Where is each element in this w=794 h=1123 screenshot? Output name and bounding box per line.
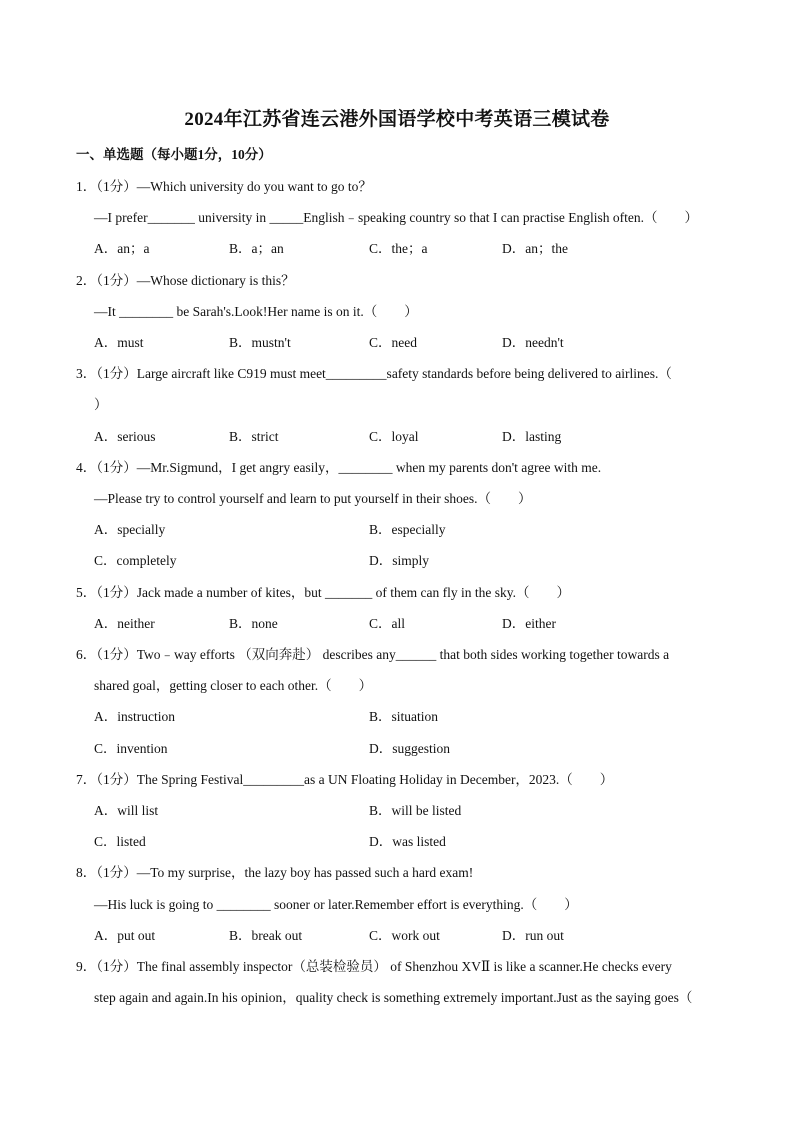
question-7-stem: 7．（1分）The Spring Festival_________as a UN Floating Holiday in December，2023.（ ） [76,772,614,787]
question-3-option-c: C．loyal [369,429,419,444]
question-4-option-a: A．specially [94,522,166,537]
question-1-line2: —I prefer_______ university in _____English﹣speaking country so that I can practise English often.（ ） [94,210,699,225]
question-6-option-d: D．suggestion [369,741,450,756]
question-8-option-c: C．work out [369,928,440,943]
question-8-option-d: D．run out [502,928,564,943]
question-5-option-d: D．either [502,616,556,631]
question-2-line2: —It ________ be Sarah's.Look!Her name is on it.（ ） [94,304,418,319]
question-6-option-c: C．invention [94,741,168,756]
question-3-stem: 3．（1分）Large aircraft like C919 must meet_________safety standards before being delivered to airlines.（ [76,366,672,381]
question-8-stem: 8．（1分）—To my surprise，the lazy boy has passed such a hard exam! [76,865,474,880]
question-3-option-d: D．lasting [502,429,562,444]
question-7-option-d: D．was listed [369,834,446,849]
question-1-option-d: D．an；the [502,241,568,256]
question-5-option-b: B．none [229,616,278,631]
question-2-option-b: B．mustn't [229,335,291,350]
question-4-stem: 4．（1分）—Mr.Sigmund，I get angry easily，________ when my parents don't agree with me. [76,460,602,475]
question-4-option-c: C．completely [94,553,177,568]
question-6-option-b: B．situation [369,709,439,724]
question-6-line2: shared goal，getting closer to each other.（ ） [94,678,373,693]
question-6-stem: 6．（1分）Two﹣way efforts （双向奔赴） describes any______ that both sides working together towards a [76,647,670,662]
question-7-option-c: C．listed [94,834,146,849]
question-1-option-b: B．a；an [229,241,284,256]
question-2-option-d: D．needn't [502,335,564,350]
question-5-stem: 5．（1分）Jack made a number of kites，but _______ of them can fly in the sky.（ ） [76,585,571,600]
question-2-stem: 2．（1分）—Whose dictionary is this？ [76,273,295,288]
page-title: 2024年江苏省连云港外国语学校中考英语三模试卷 [184,109,610,130]
question-7-option-b: B．will be listed [369,803,462,818]
question-4-line2: —Please try to control yourself and learn to put yourself in their shoes.（ ） [94,491,532,506]
question-7-option-a: A．will list [94,803,159,818]
question-4-option-d: D．simply [369,553,430,568]
question-5-option-a: A．neither [94,616,155,631]
question-3-line2: ） [94,397,108,412]
question-8-line2: —His luck is going to ________ sooner or later.Remember effort is everything.（ ） [94,897,578,912]
question-3-option-b: B．strict [229,429,279,444]
question-2-option-c: C．need [369,335,417,350]
section-heading: 一、单选题（每小题1分，10分） [76,147,272,162]
question-5-option-c: C．all [369,616,405,631]
question-9-stem: 9．（1分）The final assembly inspector（总装检验员） of Shenzhou XVⅡ is like a scanner.He checks every [76,959,672,974]
question-8-option-b: B．break out [229,928,303,943]
question-8-option-a: A．put out [94,928,156,943]
question-3-option-a: A．serious [94,429,156,444]
question-2-option-a: A．must [94,335,144,350]
question-6-option-a: A．instruction [94,709,175,724]
question-1-option-c: C．the；a [369,241,428,256]
question-1-stem: 1．（1分）—Which university do you want to go to？ [76,179,372,194]
question-4-option-b: B．especially [369,522,446,537]
question-9-line2: step again and again.In his opinion，quality check is something extremely important.Just as the saying goes（ [94,990,693,1005]
question-1-option-a: A．an；a [94,241,150,256]
